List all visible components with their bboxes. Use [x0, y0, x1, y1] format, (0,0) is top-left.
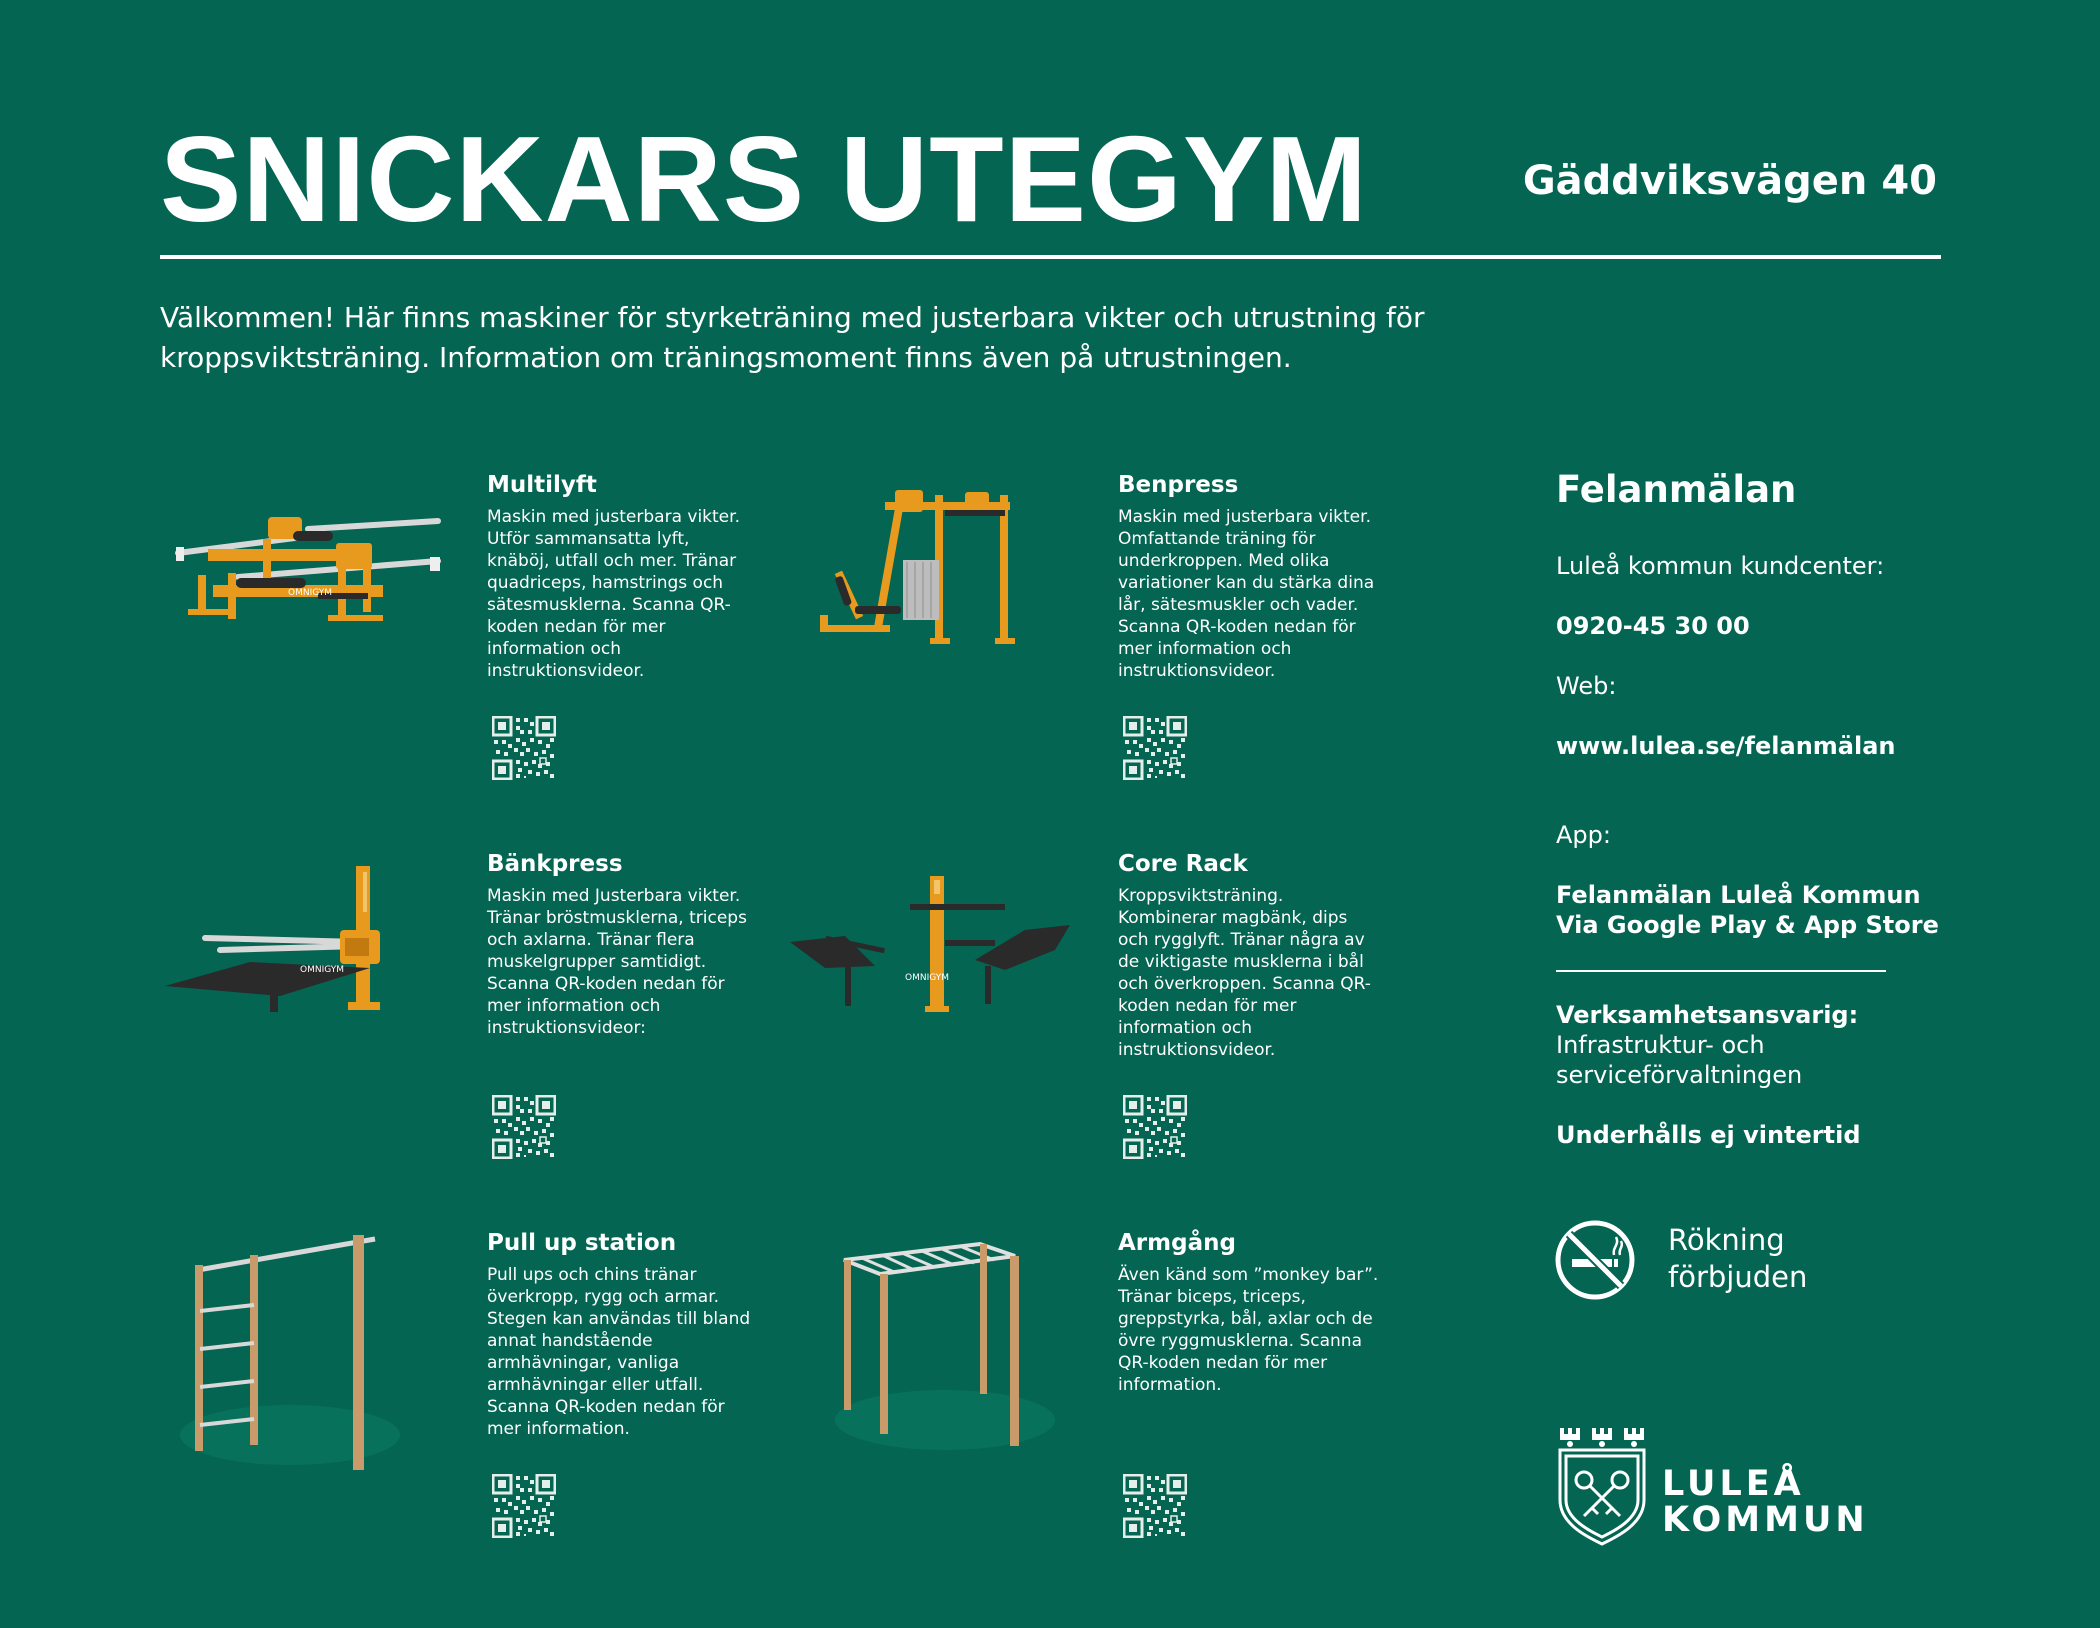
lulea-coat-of-arms-icon [1554, 1420, 1650, 1548]
pull-up-station-title: Pull up station [487, 1230, 677, 1256]
benpress-description: Maskin med justerbara vikter. Omfattande träning för underkroppen. Med olika variationer kan du stärka dina lår, sätesmuskler och vader. Scanna QR-koden nedan för mer information och instruktionsvideor. [1118, 507, 1375, 681]
app-name: Felanmälan Luleå Kommun [1556, 881, 1921, 909]
sidebar-divider [1556, 970, 1886, 972]
multilyft-machine-image [168, 505, 448, 630]
armgang-qr-code[interactable] [1123, 1474, 1187, 1538]
multilyft-qr-code[interactable] [492, 716, 556, 780]
pull-up-station-image [180, 1225, 400, 1475]
bankpress-brand-label: OMNIGYM [300, 965, 345, 975]
bankpress-description: Maskin med Justerbara vikter. Tränar bröstmusklerna, triceps och axlarna. Tränar flera muskelgrupper samtidigt. Scanna QR-koden nedan för mer information och instruktionsvideor: [487, 886, 747, 1038]
core-rack-qr-code[interactable] [1123, 1095, 1187, 1159]
multilyft-description: Maskin med justerbara vikter. Utför sammansatta lyft, knäböj, utfall och mer. Tränar quadriceps, hamstrings och sätesmusklerna. Scanna QR-koden nedan för mer information och instruktionsvideor. [487, 507, 740, 681]
app-stores: Via Google Play & App Store [1556, 911, 1939, 939]
felanmalan-heading: Felanmälan [1556, 468, 1797, 511]
pull-up-station-qr-code[interactable] [492, 1474, 556, 1538]
responsible-line-2: serviceförvaltningen [1556, 1061, 1803, 1089]
core-rack-brand-label: OMNIGYM [905, 973, 950, 983]
responsible-line-1: Infrastruktur- och [1556, 1031, 1765, 1059]
multilyft-title: Multilyft [487, 472, 597, 498]
benpress-qr-code[interactable] [1123, 716, 1187, 780]
benpress-title: Benpress [1118, 472, 1239, 498]
responsible-label: Verksamhetsansvarig: [1556, 1001, 1859, 1029]
phone-number[interactable]: 0920-45 30 00 [1556, 612, 1750, 640]
web-link[interactable]: www.lulea.se/felanmälan [1556, 732, 1896, 760]
core-rack-image [785, 870, 1075, 1020]
web-label: Web: [1556, 672, 1617, 700]
core-rack-title: Core Rack [1118, 851, 1248, 877]
app-label: App: [1556, 821, 1611, 849]
armgang-description: Även känd som ”monkey bar”. Tränar biceps, triceps, greppstyrka, bål, axlar och de övre ryggmusklerna. Scanna QR-koden nedan för mer information. [1118, 1265, 1379, 1395]
core-rack-description: Kroppsviktsträning. Kombinerar magbänk, dips och rygglyft. Tränar några av de viktigaste musklerna i bål och överkroppen. Scanna QR-koden nedan för mer information och instruktionsvideor. [1118, 886, 1371, 1060]
no-smoking-line-2: förbjuden [1668, 1260, 1808, 1294]
bankpress-title: Bänkpress [487, 851, 623, 877]
benpress-machine-image [815, 480, 1045, 660]
no-smoking-icon [1554, 1219, 1636, 1301]
pull-up-station-description: Pull ups och chins tränar överkropp, rygg och armar. Stegen kan användas till bland annat handstående armhävningar, vanliga armhävningar eller utfall. Scanna QR-koden nedan för mer information. [487, 1265, 751, 1439]
bankpress-qr-code[interactable] [492, 1095, 556, 1159]
logo-line-2: KOMMUN [1662, 1500, 1869, 1540]
intro-text: Välkommen! Här finns maskiner för styrketräning med justerbara vikter och utrustning för kroppsviktsträning. Information om träningsmoment finns även på utrustningen. [160, 301, 1425, 374]
page-title: SNICKARS UTEGYM [160, 111, 1368, 247]
kundcenter-label: Luleå kommun kundcenter: [1556, 552, 1885, 580]
header-divider [160, 255, 1941, 259]
armgang-title: Armgång [1118, 1230, 1236, 1256]
logo-line-1: LULEÅ [1662, 1464, 1805, 1504]
bankpress-machine-image [160, 860, 420, 1020]
winter-note: Underhålls ej vintertid [1556, 1121, 1861, 1149]
multilyft-brand-label: OMNIGYM [288, 588, 333, 598]
no-smoking-line-1: Rökning [1668, 1223, 1785, 1257]
address: Gäddviksvägen 40 [1522, 158, 1937, 204]
armgang-image [830, 1230, 1060, 1460]
